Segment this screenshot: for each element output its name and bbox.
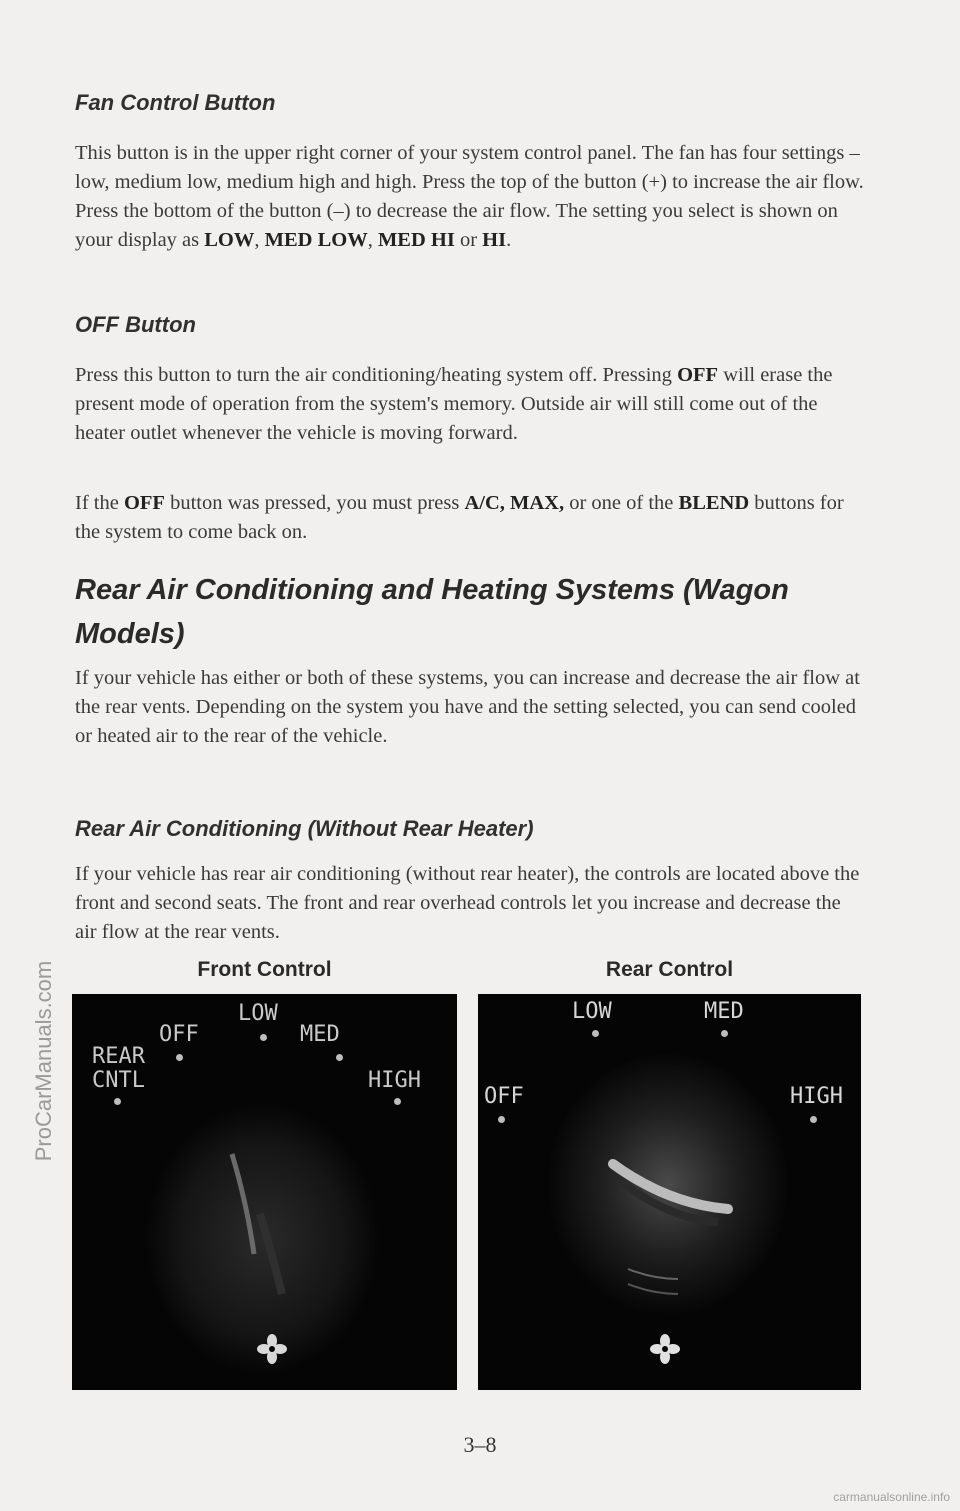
front-label-off: OFF [159, 1022, 199, 1047]
caption-front-control: Front Control [197, 958, 332, 981]
side-watermark: ProCarManuals.com [31, 960, 56, 1162]
photo-rear-control [478, 994, 861, 1390]
front-label-cntl: CNTL [92, 1068, 145, 1093]
front-label-high: HIGH [368, 1068, 421, 1093]
front-dot-med [336, 1054, 343, 1061]
paragraph-off-button-2: If the OFF button was pressed, you must press A/C, MAX, or one of the BLEND buttons for the system to come back on. [75, 492, 844, 543]
heading-off-button: OFF Button [75, 312, 196, 337]
fan-icon [257, 1334, 287, 1364]
rear-dot-med [721, 1030, 728, 1037]
heading-rear-systems: Rear Air Conditioning and Heating Systems (Wagon Models) [75, 574, 789, 650]
front-dot-off [176, 1054, 183, 1061]
paragraph-fan-control: This button is in the upper right corner of your system control panel. The fan has four settings – low, medium low, medium high and high. Press the top of the button (+) to increase the air flow. Press the bottom of the button (–) to decrease the air flow. The setting you select is shown on your display as LOW, MED LOW, MED HI or HI. [75, 142, 864, 251]
rear-knob-shading [478, 994, 861, 1390]
rear-dot-low [592, 1030, 599, 1037]
front-label-med: MED [300, 1022, 340, 1047]
rear-dot-off [498, 1116, 505, 1123]
front-dot-low [260, 1034, 267, 1041]
paragraph-off-button-1: Press this button to turn the air conditioning/heating system off. Pressing OFF will erase the present mode of operation from the system's memory. Outside air will still come out of the heater outlet whenever the vehicle is moving forward. [75, 364, 833, 444]
front-dot-rear [114, 1098, 121, 1105]
heading-fan-control: Fan Control Button [75, 90, 276, 115]
rear-dot-high [810, 1116, 817, 1123]
rear-label-off: OFF [484, 1084, 524, 1109]
page-number: 3–8 [463, 1432, 497, 1457]
footer-watermark: carmanualsonline.info [833, 1490, 950, 1504]
caption-rear-control: Rear Control [605, 958, 734, 981]
rear-label-med: MED [704, 999, 744, 1024]
paragraph-rear-ac: If your vehicle has rear air conditioning (without rear heater), the controls are located above the front and second seats. The front and rear overhead controls let you increase and decrease the air flow at the rear vents. [75, 863, 860, 943]
front-dot-high [394, 1098, 401, 1105]
rear-label-low: LOW [572, 999, 612, 1024]
photo-front-control [72, 994, 457, 1390]
fan-icon [650, 1334, 680, 1364]
front-label-rear: REAR [92, 1044, 145, 1069]
paragraph-rear-systems: If your vehicle has either or both of these systems, you can increase and decrease the air flow at the rear vents. Depending on the system you have and the setting selected, you can send cooled or heated air to the rear of the vehicle. [75, 667, 860, 747]
heading-rear-ac: Rear Air Conditioning (Without Rear Heater) [75, 816, 534, 841]
rear-label-high: HIGH [790, 1084, 843, 1109]
front-label-low: LOW [238, 1001, 278, 1026]
